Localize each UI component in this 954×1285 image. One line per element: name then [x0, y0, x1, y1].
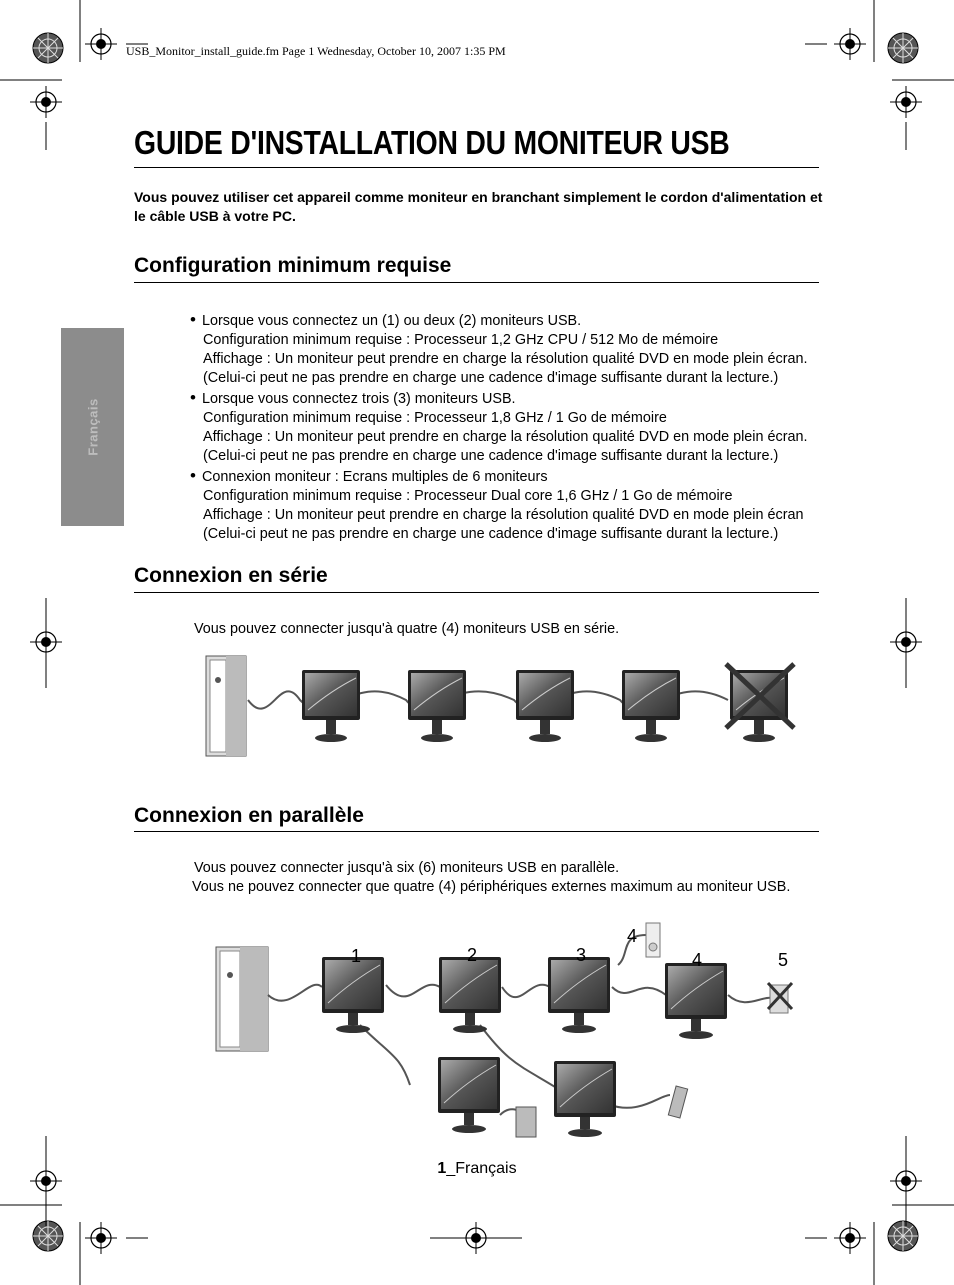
language-side-tab: [61, 328, 124, 526]
req-line: (Celui-ci peut ne pas prendre en charge une cadence d'image suffisante durant la lecture.): [203, 370, 779, 386]
device-label: 3: [576, 945, 587, 965]
intro-text: Vous pouvez utiliser cet appareil comme moniteur en branchant simplement le cordon d'alimentation et le câble USB à votre PC.: [134, 189, 823, 224]
device-label: 5: [778, 950, 789, 970]
req-line: Affichage : Un moniteur peut prendre en charge la résolution qualité DVD en mode plein écran.: [203, 429, 808, 445]
series-text: Vous pouvez connecter jusqu'à quatre (4) moniteurs USB en série.: [194, 621, 620, 637]
req-line: (Celui-ci peut ne pas prendre en charge une cadence d'image suffisante durant la lecture.): [203, 526, 779, 542]
req-line: • Lorsque vous connectez trois (3) moniteurs USB.: [190, 388, 830, 409]
device-label: 2: [467, 945, 478, 965]
parallel-rule: [134, 831, 819, 832]
series-rule: [134, 592, 819, 593]
page-footer: [0, 1160, 954, 1178]
req-line: Configuration minimum requise : Processeur 1,8 GHz / 1 Go de mémoire: [203, 410, 667, 426]
parallel-text-2: Vous ne pouvez connecter que quatre (4) périphériques externes maximum au moniteur USB.: [192, 879, 791, 895]
footer-language: _Français: [446, 1160, 517, 1177]
print-header: USB_Monitor_install_guide.fm Page 1 Wednesday, October 10, 2007 1:35 PM: [126, 44, 506, 58]
requirements-list: [190, 310, 830, 544]
device-label: 1: [351, 946, 362, 966]
parallel-diagram: [210, 915, 810, 1145]
req-line: Affichage : Un moniteur peut prendre en charge la résolution qualité DVD en mode plein écran.: [203, 351, 808, 367]
series-diagram: [200, 650, 820, 770]
req-line: Configuration minimum requise : Processeur 1,2 GHz CPU / 512 Mo de mémoire: [203, 332, 719, 348]
heading-parallel: Connexion en parallèle: [134, 804, 364, 827]
req-line: (Celui-ci peut ne pas prendre en charge une cadence d'image suffisante durant la lecture.): [203, 448, 779, 464]
req-line: • Lorsque vous connectez un (1) ou deux (2) moniteurs USB.: [190, 310, 830, 331]
parallel-text-1: Vous pouvez connecter jusqu'à six (6) moniteurs USB en parallèle.: [194, 860, 620, 876]
side-tab-label: Français: [85, 398, 100, 456]
device-label: 4: [627, 926, 638, 946]
heading-requirements: Configuration minimum requise: [134, 254, 452, 277]
title-rule: [134, 167, 819, 168]
req-line: • Connexion moniteur : Ecrans multiples de 6 moniteurs: [190, 466, 830, 487]
requirements-rule: [134, 282, 819, 283]
page-number: 1: [437, 1160, 447, 1177]
req-line: Affichage : Un moniteur peut prendre en charge la résolution qualité DVD en mode plein écran: [203, 507, 804, 523]
device-label: 4: [692, 950, 703, 970]
req-line: Configuration minimum requise : Processeur Dual core 1,6 GHz / 1 Go de mémoire: [203, 488, 733, 504]
page-title: GUIDE D'INSTALLATION DU MONITEUR USB: [134, 124, 730, 161]
heading-series: Connexion en série: [134, 564, 328, 587]
